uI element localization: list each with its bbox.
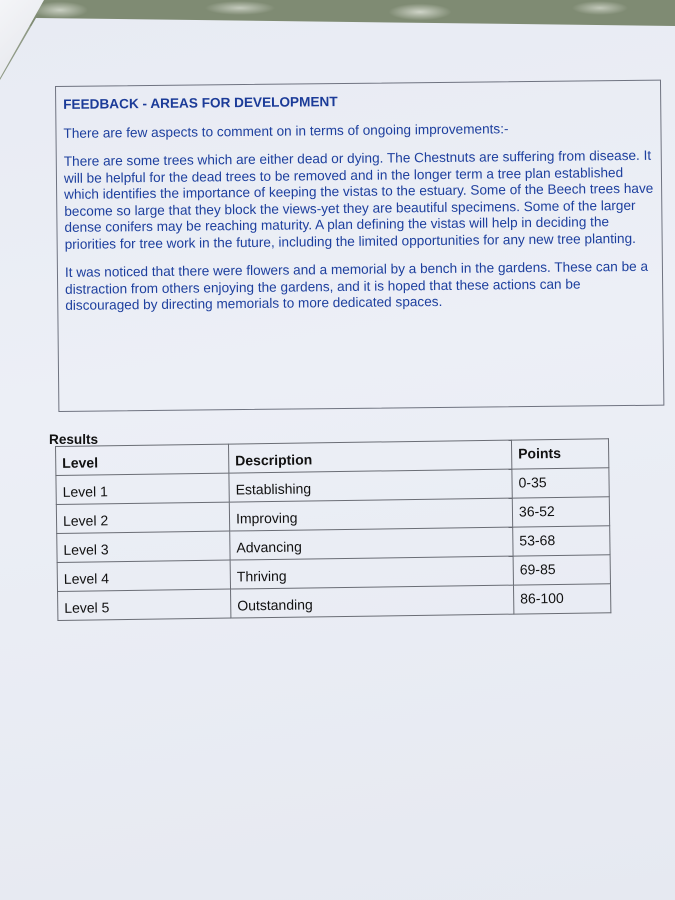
cell-level: Level 4 [57, 560, 230, 591]
feedback-box [55, 80, 664, 412]
cell-description: Thriving [230, 556, 513, 589]
cell-points: 36-52 [512, 497, 609, 527]
cell-level: Level 3 [57, 531, 230, 562]
results-table [55, 438, 611, 621]
cell-points: 53-68 [513, 526, 610, 556]
header-level: Level [56, 444, 229, 475]
cell-description: Improving [229, 498, 512, 531]
cell-level: Level 1 [56, 473, 229, 504]
feedback-memorial-paragraph: It was noticed that there were flowers and a memorial by a bench in the gardens. These can be a distraction from others enjoying the gardens, and it is hoped that these actions can be discouraged by directing memorials to more dedicated spaces. [64, 258, 649, 313]
cell-points: 0-35 [512, 468, 609, 498]
feedback-intro: There are few aspects to comment on in terms of ongoing improvements:- [63, 120, 509, 141]
header-points: Points [511, 439, 608, 469]
feedback-trees-paragraph: There are some trees which are either dead or dying. The Chestnuts are suffering from disease. It will be helpful for the dead trees to be removed and in the longer term a tree plan established which identifies the importance of keeping the vistas to the estuary. Some of the Beech trees have become so large that they block the views-yet they are beautiful specimens. Some of the larger dense conifers may be reaching maturity. A plan defining the vistas will help in deciding the priorities for tree work in the future, including the limited opportunities for any new tree planting. [63, 147, 654, 252]
results-label: Results [49, 432, 99, 447]
cell-level: Level 2 [56, 502, 229, 533]
cell-points: 69-85 [513, 555, 610, 585]
cell-points: 86-100 [513, 584, 610, 614]
cell-description: Establishing [229, 469, 512, 502]
cell-description: Advancing [230, 527, 513, 560]
cell-level: Level 5 [58, 589, 231, 620]
cell-description: Outstanding [231, 585, 514, 618]
feedback-title: FEEDBACK - AREAS FOR DEVELOPMENT [63, 94, 338, 112]
header-description: Description [228, 440, 511, 473]
